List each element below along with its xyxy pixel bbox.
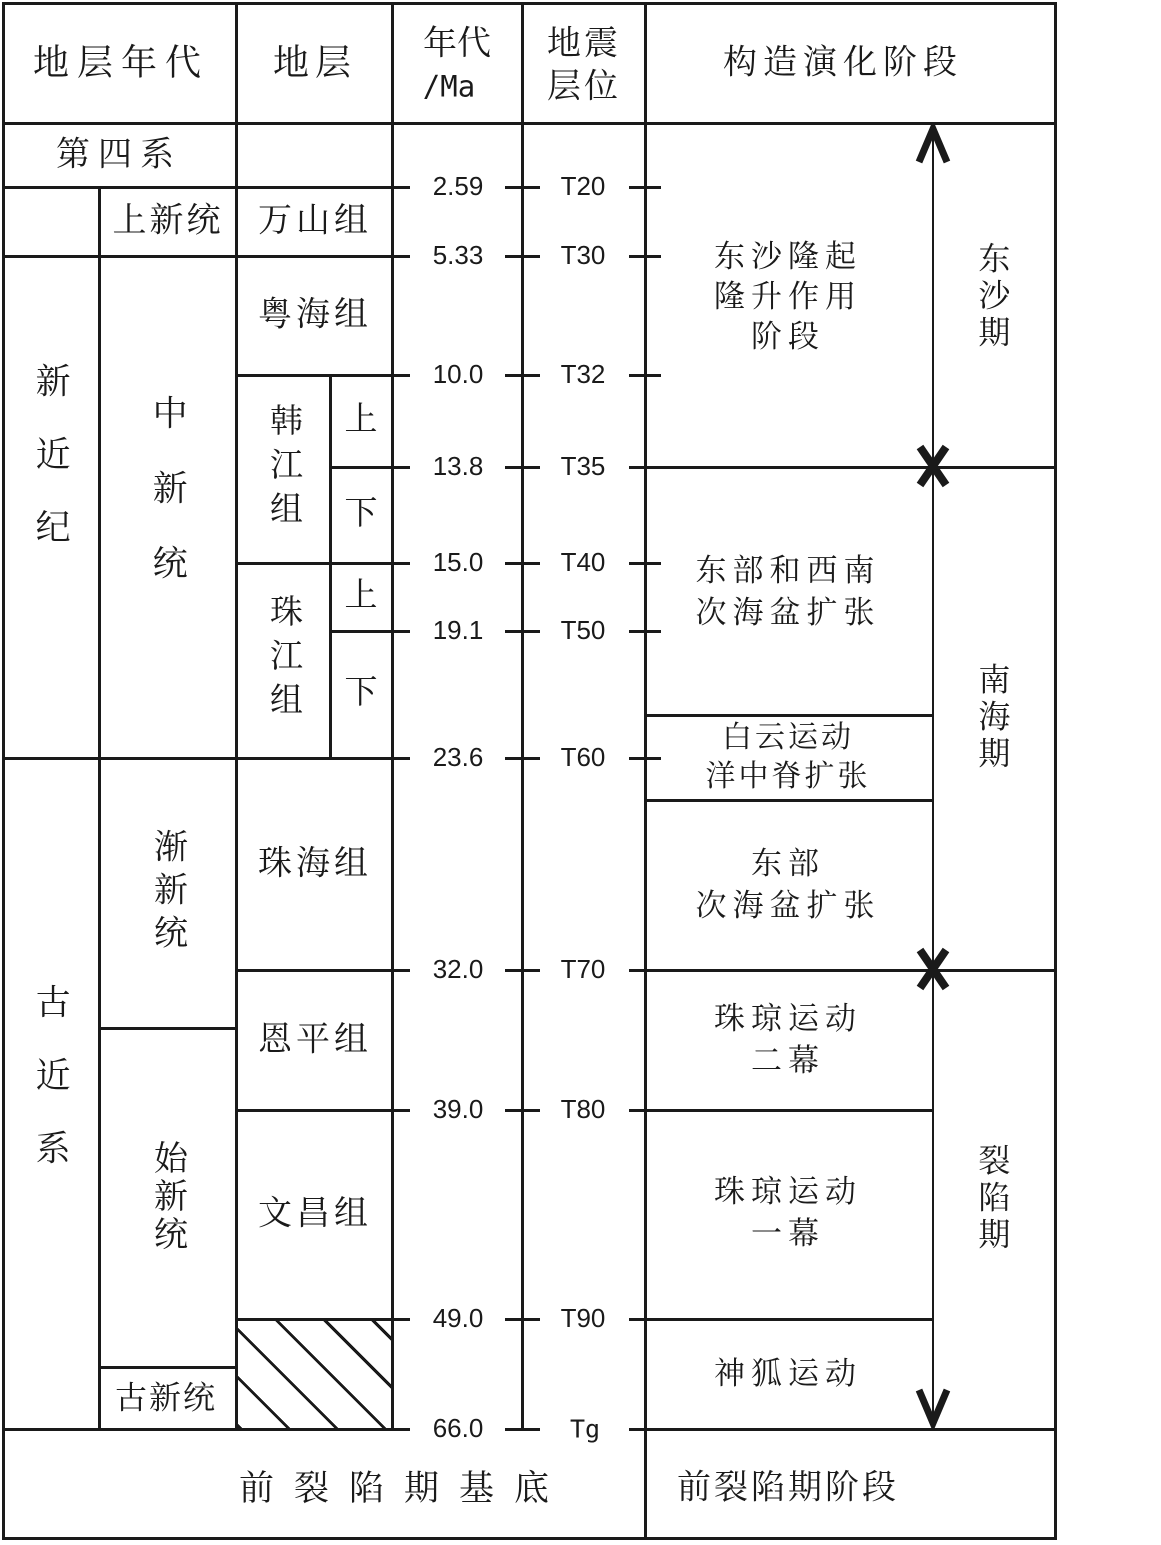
formation-enping: 恩平组: [258, 1021, 372, 1059]
formation-hanjiang: 韩江组: [264, 403, 301, 535]
tick: [505, 969, 540, 972]
horizon-label: T90: [560, 1303, 606, 1334]
era-quaternary: 第四系: [56, 136, 182, 174]
tectonic-line-t90: [629, 1318, 932, 1321]
row-line: [236, 969, 410, 972]
arrow-down-icon: [911, 1386, 955, 1428]
row-line: [2, 186, 410, 189]
tick: [629, 255, 661, 258]
age-label: 19.1: [432, 615, 484, 646]
tick: [505, 1109, 540, 1112]
divider-era-series: [98, 187, 101, 1430]
tick: [505, 757, 540, 760]
tectonic-line-t80: [629, 1109, 932, 1112]
divider-series-formation: [235, 2, 238, 1430]
stage-zhuqiong-episode2: 珠琼运动 二幕: [714, 1001, 862, 1078]
row-line: [2, 1428, 410, 1431]
row-line: [329, 466, 410, 469]
series-oligocene: 渐新统: [148, 828, 186, 958]
tick: [505, 466, 540, 469]
series-eocene: 始新统: [148, 1140, 186, 1254]
stage-east-southwest-spreading: 东部和西南 次海盆扩张: [695, 553, 881, 630]
horizon-label: T32: [560, 359, 606, 390]
row-line: [236, 374, 410, 377]
member-zhujiang-lower: 下: [344, 675, 378, 712]
prerift-stage-label: 前裂陷期阶段: [677, 1469, 899, 1507]
age-label: 10.0: [432, 359, 484, 390]
period-dongsha: 东沙期: [974, 241, 1011, 353]
member-hanjiang-lower: 下: [344, 496, 378, 533]
tick: [629, 374, 661, 377]
divider-formation-age: [391, 2, 394, 1430]
prerift-basement-label: 前裂陷期基底: [238, 1468, 570, 1508]
header-seismic-line2: 层位: [547, 68, 621, 106]
series-paleocene: 古新统: [114, 1379, 218, 1416]
horizon-label: T80: [560, 1094, 606, 1125]
age-label: 5.33: [432, 240, 484, 271]
age-label: 49.0: [432, 1303, 484, 1334]
row-line: [236, 1109, 410, 1112]
stage-shenhu-event: 神狐运动: [714, 1356, 862, 1392]
horizon-label: T30: [560, 240, 606, 271]
divider-formation-member: [329, 375, 332, 759]
tectonic-line-t70: [629, 969, 1056, 972]
row-line: [329, 630, 410, 633]
horizon-label: T70: [560, 954, 606, 985]
stage-zhuqiong-episode1: 珠琼运动 一幕: [714, 1174, 862, 1251]
tick: [629, 630, 661, 633]
x-mark-icon: [913, 943, 953, 995]
eocene-paleocene-divider: [98, 1366, 237, 1369]
member-zhujiang-upper: 上: [344, 578, 378, 615]
oligocene-eocene-divider: [98, 1027, 237, 1030]
age-label: 23.6: [432, 742, 484, 773]
member-hanjiang-upper: 上: [344, 402, 378, 439]
horizon-label: T50: [560, 615, 606, 646]
tick: [629, 562, 661, 565]
header-seismic-line1: 地震: [547, 25, 621, 63]
divider-seismic-tectonic: [644, 2, 647, 1538]
hatched-basement-cell: [238, 1321, 391, 1428]
series-miocene: 中新统: [148, 394, 188, 620]
baiyun-box-bottom: [644, 799, 933, 802]
formation-yuehai: 粤海组: [258, 296, 372, 334]
period-rifting: 裂陷期: [974, 1143, 1011, 1255]
age-label: 32.0: [432, 954, 484, 985]
period-nanhai: 南海期: [974, 662, 1011, 774]
table-border-left: [2, 2, 5, 1540]
tectonic-line-tg: [629, 1428, 1056, 1431]
header-strata: 地层: [272, 42, 358, 83]
formation-wenchang: 文昌组: [258, 1195, 372, 1233]
header-tectonic: 构造演化阶段: [723, 44, 963, 82]
header-bottom-line: [2, 122, 1057, 125]
header-age-ma-line1: 年代: [423, 25, 491, 63]
tectonic-period-arrow-line: [932, 123, 934, 1429]
age-label: 39.0: [432, 1094, 484, 1125]
age-label: 2.59: [432, 171, 484, 202]
header-strat-age: 地层年代: [32, 42, 210, 83]
divider-age-seismic: [521, 2, 524, 1430]
formation-zhujiang: 珠江组: [264, 594, 301, 726]
horizon-label: T35: [560, 451, 606, 482]
horizon-label: T60: [560, 742, 606, 773]
tick: [505, 255, 540, 258]
stage-east-subbasin-spreading: 东部 次海盆扩张: [695, 846, 881, 923]
tick: [505, 630, 540, 633]
stage-baiyun-event: 白云运动 洋中脊扩张: [705, 721, 871, 793]
x-mark-icon: [913, 440, 953, 492]
stage-dongsha-uplift: 东沙隆起 隆升作用 阶段: [714, 239, 862, 354]
table-border-top: [2, 2, 1057, 5]
era-paleogene: 古近系: [31, 983, 71, 1203]
formation-zhuhai: 珠海组: [258, 845, 372, 883]
age-label: 13.8: [432, 451, 484, 482]
formation-wanshan: 万山组: [258, 202, 372, 240]
era-neogene: 新近纪: [31, 362, 71, 582]
tectonic-line-t35: [629, 466, 1056, 469]
header-age-ma-line2: /Ma: [422, 69, 476, 104]
age-label: 66.0: [432, 1413, 484, 1444]
series-pliocene: 上新统: [112, 202, 224, 240]
tick: [505, 374, 540, 377]
tick: [629, 757, 661, 760]
tick: [505, 1318, 540, 1321]
horizon-label-tg: Tg: [569, 1414, 601, 1444]
tick: [505, 1428, 540, 1431]
tick: [505, 562, 540, 565]
horizon-label: T40: [560, 547, 606, 578]
baiyun-box-top: [644, 714, 933, 717]
row-line: [2, 757, 410, 760]
horizon-label: T20: [560, 171, 606, 202]
tick: [629, 186, 661, 189]
arrow-up-icon: [911, 124, 955, 166]
age-label: 15.0: [432, 547, 484, 578]
row-line: [236, 562, 410, 565]
table-border-right: [1054, 2, 1057, 1540]
tick: [505, 186, 540, 189]
table-border-bottom: [2, 1537, 1057, 1540]
row-line: [2, 255, 410, 258]
